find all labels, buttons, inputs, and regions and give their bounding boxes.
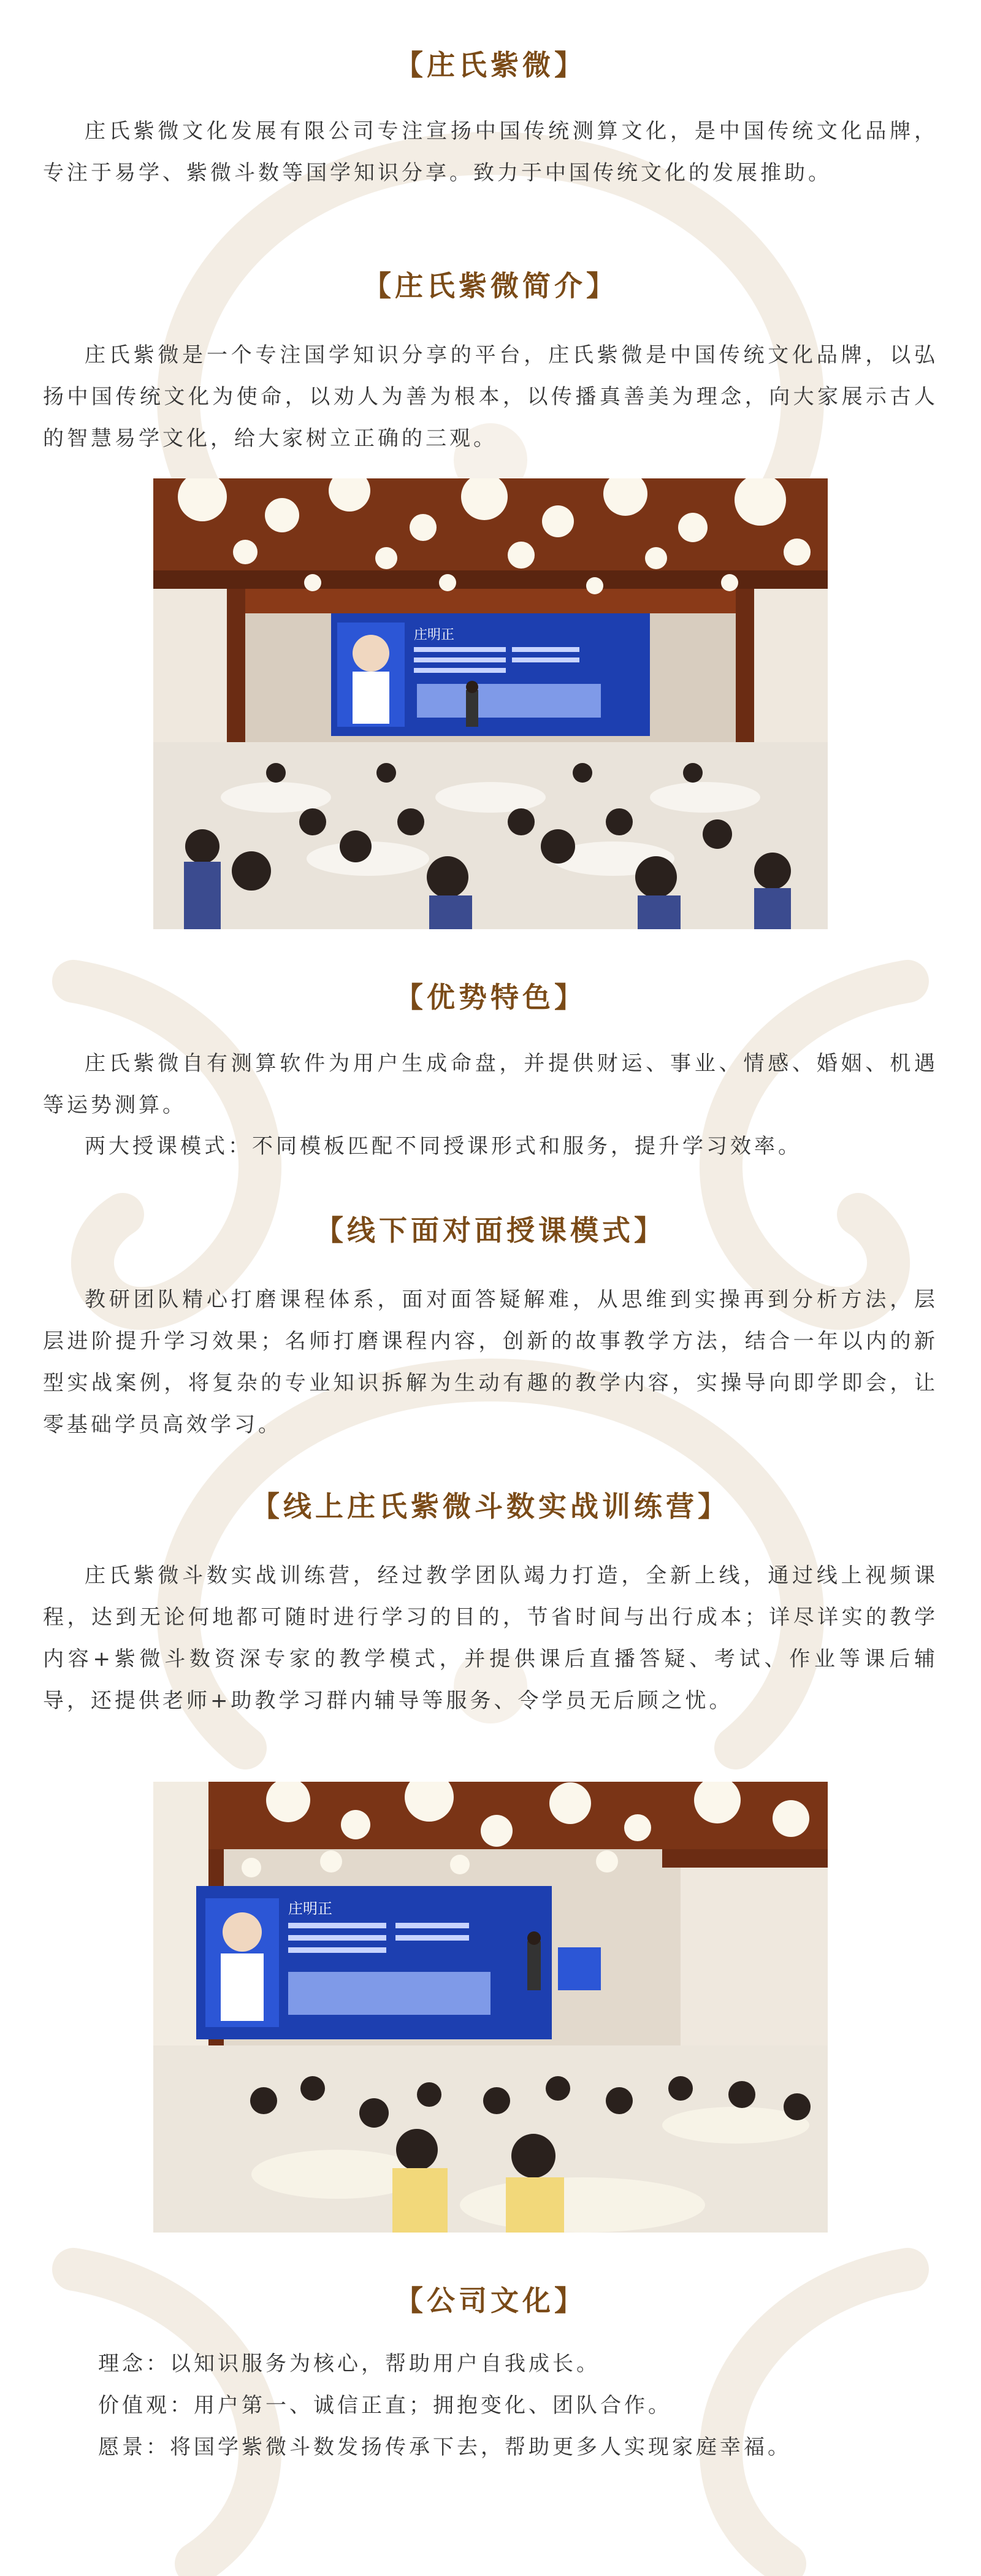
advantages-paragraph-1: 庄氏紫微自有测算软件为用户生成命盘，并提供财运、事业、情感、婚姻、机遇等运势测算。 xyxy=(43,1051,938,1117)
culture-values: 价值观：用户第一、诚信正直；拥抱变化、团队合作。 xyxy=(98,2393,672,2418)
stage-screen-name: 庄明正 xyxy=(414,627,455,643)
section-title-advantages: 【优势特色】 xyxy=(395,981,586,1014)
offline-mode-paragraph: 教研团队精心打磨课程体系，面对面答疑解难，从思维到实操再到分析方法，层层进阶提升学习效果；名师打磨课程内容，创新的故事教学方法，结合一年以内的新型实战案例，将复杂的专业知识拆解为生动有趣的教学内容，实操导向即学即会，让零基础学员高效学习。 xyxy=(43,1287,938,1437)
section-title-company-culture: 【公司文化】 xyxy=(395,2284,586,2317)
section-title-offline-mode: 【线下面对面授课模式】 xyxy=(315,1214,666,1247)
section-title-zhuangshi-ziwei: 【庄氏紫微】 xyxy=(395,48,586,82)
section-title-online-camp: 【线上庄氏紫微斗数实战训练营】 xyxy=(251,1490,730,1523)
event-photo-1 xyxy=(153,478,828,929)
online-camp-paragraph: 庄氏紫微斗数实战训练营，经过教学团队竭力打造，全新上线，通过线上视频课程，达到无论何地都可随时进行学习的目的，节省时间与出行成本；详尽详实的教学内容+紫微斗数资深专家的教学模式，并提供课后直播答疑、考试、作业等课后辅导，还提供老师+助教学习群内辅导等服务、令学员无后顾之忧。 xyxy=(43,1563,938,1713)
event-photo-2-illustration xyxy=(153,1782,828,2233)
intro-paragraph: 庄氏紫微文化发展有限公司专注宣扬中国传统测算文化，是中国传统文化品牌，专注于易学、紫微斗数等国学知识分享。致力于中国传统文化的发展推助。 xyxy=(43,119,938,185)
advantages-paragraph-2: 两大授课模式：不同模板匹配不同授课形式和服务，提升学习效率。 xyxy=(85,1134,802,1159)
event-photo-2 xyxy=(153,1782,828,2233)
section-title-intro: 【庄氏紫微简介】 xyxy=(363,269,618,302)
event-photo-1-illustration xyxy=(153,478,828,929)
culture-vision: 愿景：将国学紫微斗数发扬传承下去，帮助更多人实现家庭幸福。 xyxy=(98,2435,792,2459)
intro-detail-paragraph: 庄氏紫微是一个专注国学知识分享的平台，庄氏紫微是中国传统文化品牌，以弘扬中国传统文化为使命，以劝人为善为根本，以传播真善美为理念，向大家展示古人的智慧易学文化，给大家树立正确的三观。 xyxy=(43,343,938,451)
culture-philosophy: 理念：以知识服务为核心，帮助用户自我成长。 xyxy=(98,2352,600,2376)
stage-screen-name-2: 庄明正 xyxy=(288,1900,332,1917)
